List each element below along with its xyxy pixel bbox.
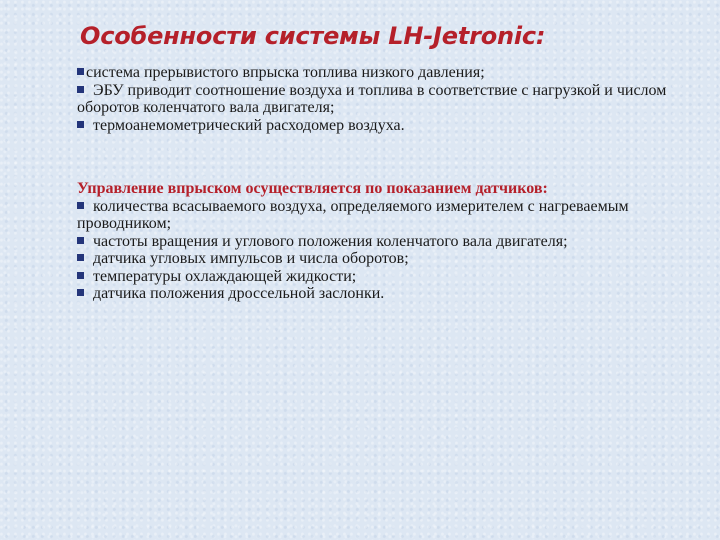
square-bullet-icon: [77, 202, 84, 209]
sensor-text: датчика угловых импульсов и числа оборотов;: [93, 250, 409, 267]
square-bullet-icon: [77, 68, 84, 75]
square-bullet-icon: [77, 237, 84, 244]
sensor-text: количества всасываемого воздуха, определяемого измерителем с нагреваемым проводником;: [77, 197, 629, 232]
list-item: [77, 285, 667, 303]
list-item: [77, 117, 667, 135]
features-list: [77, 64, 667, 134]
feature-text: термоанемометрический расходомер воздуха.: [93, 116, 405, 134]
square-bullet-icon: [77, 289, 84, 296]
sensors-section: [77, 180, 667, 303]
list-item: [77, 64, 667, 82]
slide-title: Особенности системы LH-Jetronic:: [80, 22, 546, 50]
list-item: [77, 250, 667, 268]
square-bullet-icon: [77, 254, 84, 261]
sensor-text: датчика положения дроссельной заслонки.: [93, 285, 385, 302]
control-heading: Управление впрыском осуществляется по показанием датчиков:: [77, 180, 548, 197]
list-item: [77, 268, 667, 286]
square-bullet-icon: [77, 272, 84, 279]
sensor-text: частоты вращения и углового положения коленчатого вала двигателя;: [93, 232, 568, 250]
list-item: [77, 198, 667, 233]
sensor-text: температуры охлаждающей жидкости;: [93, 267, 357, 285]
feature-text: ЭБУ приводит соотношение воздуха и топлива в соответствие с нагрузкой и числом оборотов коленчатого вала двигателя;: [77, 81, 667, 116]
feature-text: система прерывистого впрыска топлива низкого давления;: [86, 64, 485, 81]
list-item: [77, 233, 667, 251]
square-bullet-icon: [77, 121, 84, 128]
square-bullet-icon: [77, 86, 84, 93]
list-item: [77, 82, 667, 117]
